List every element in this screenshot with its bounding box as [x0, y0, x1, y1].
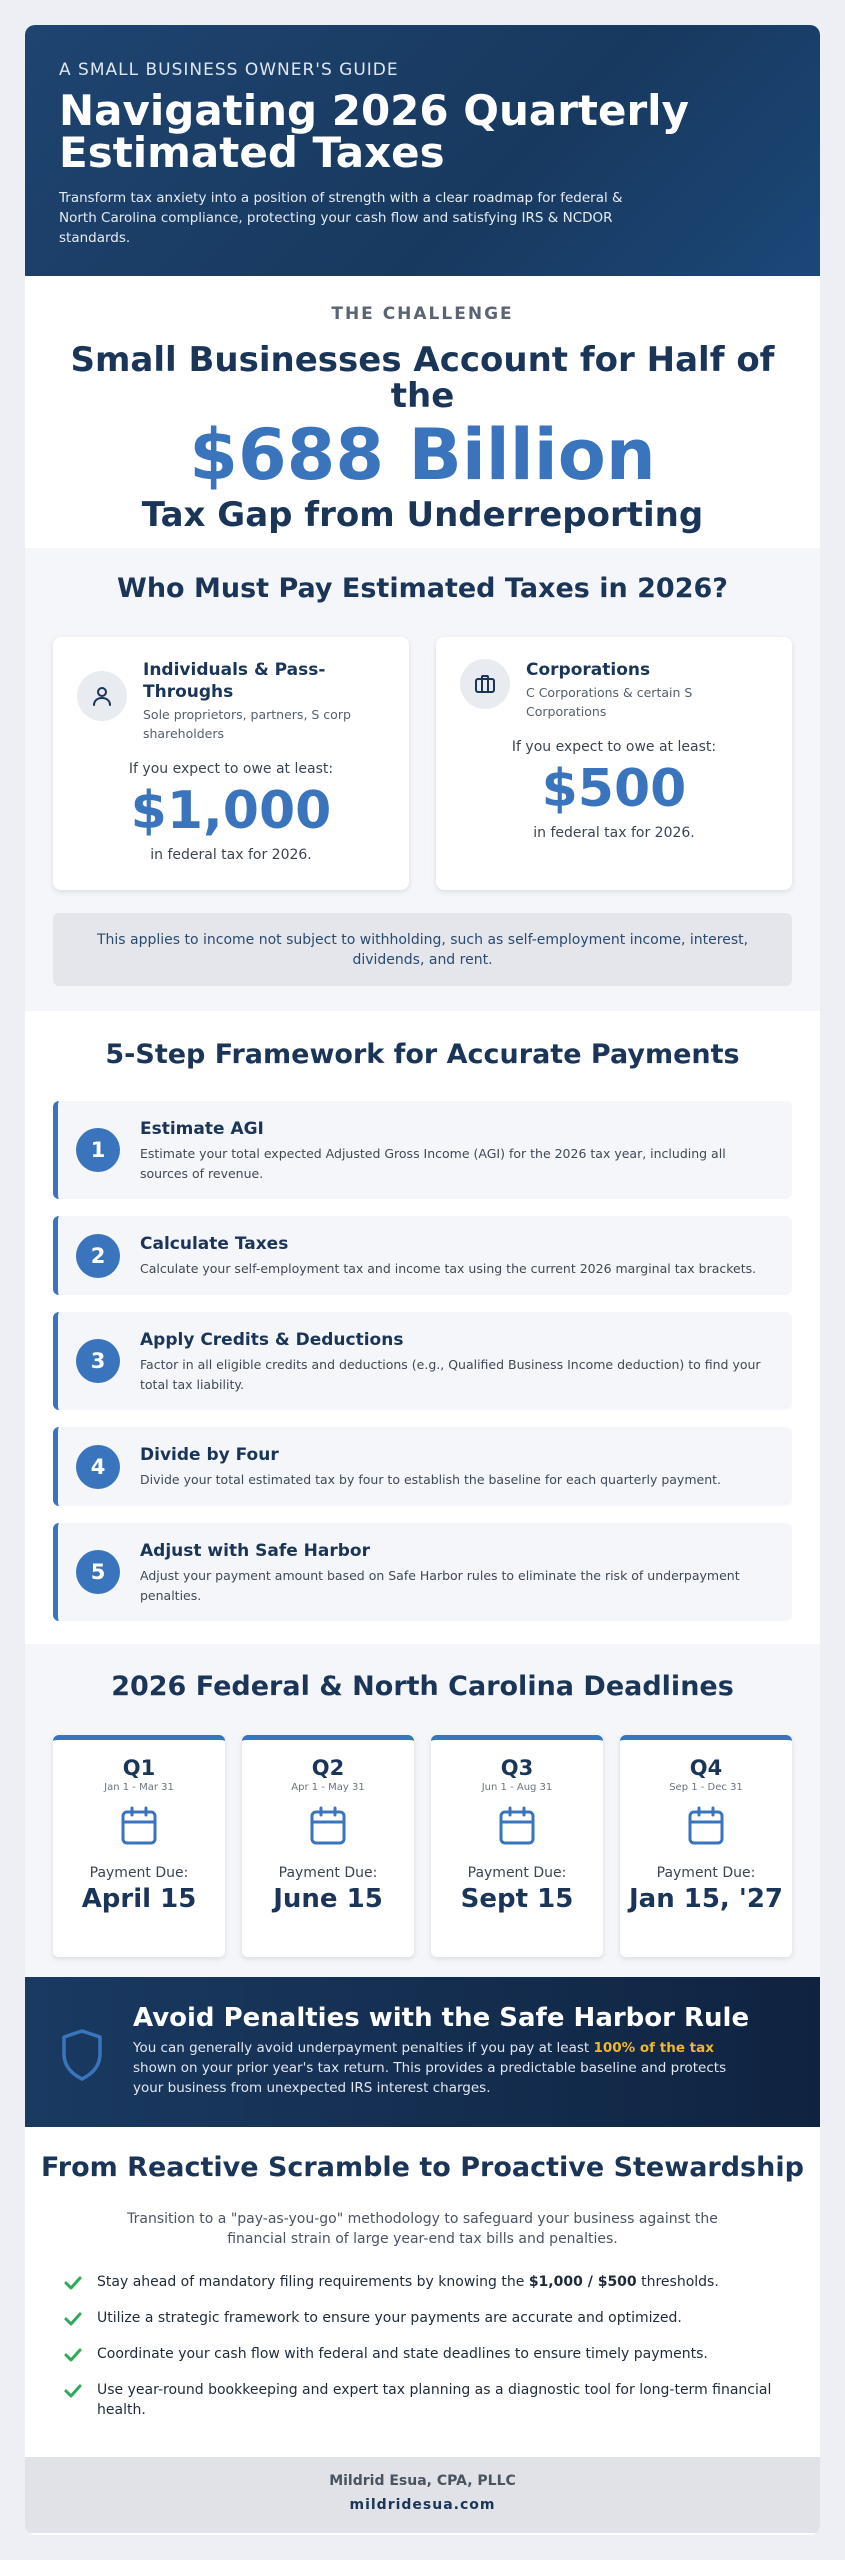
deadlines-section	[25, 1644, 820, 1977]
shield-icon	[59, 2027, 105, 2083]
payment-due-date: April 15	[81, 1884, 197, 1914]
payment-due-label: Payment Due:	[89, 1865, 189, 1881]
step-number: 5	[76, 1550, 120, 1594]
calendar-icon	[686, 1805, 726, 1847]
step-number: 3	[76, 1339, 120, 1383]
quarter-range: Apr 1 - May 31	[291, 1782, 365, 1793]
calendar-icon	[308, 1805, 348, 1847]
step-item	[53, 1216, 792, 1295]
corporations-card	[436, 637, 792, 890]
stewardship-intro: Transition to a "pay-as-you-go" methodology to safeguard your business against the financial strain of large year-end tax bills and penalties.	[127, 2211, 718, 2247]
step-description: Adjust your payment amount based on Safe Harbor rules to eliminate the risk of underpayment penalties.	[140, 1567, 740, 1603]
step-description: Divide your total estimated tax by four to establish the baseline for each quarterly payment.	[140, 1472, 721, 1487]
checklist-text: Use year-round bookkeeping and expert tax planning as a diagnostic tool for long-term financial health.	[97, 2382, 772, 2418]
quarter-range: Sep 1 - Dec 31	[669, 1782, 743, 1793]
payment-due-label: Payment Due:	[467, 1865, 567, 1881]
threshold-suffix: in federal tax for 2026.	[150, 847, 312, 863]
owe-label: If you expect to owe at least:	[128, 761, 334, 777]
framework-section	[25, 1011, 820, 1644]
calendar-icon	[497, 1805, 537, 1847]
website-link[interactable]: mildridesua.com	[349, 2497, 496, 2513]
quarter-name: Q4	[689, 1756, 723, 1780]
quarter-card-q2	[242, 1735, 414, 1957]
challenge-headline: Small Businesses Account for Half of the	[70, 340, 775, 416]
card-description: C Corporations & certain S Corporations	[526, 685, 693, 719]
step-item	[53, 1523, 792, 1621]
checkmark-icon	[63, 2345, 83, 2365]
withholding-note: This applies to income not subject to withholding, such as self-employment income, interest, dividends, and rent.	[53, 913, 792, 986]
card-title: Individuals & Pass-Throughs	[143, 660, 326, 702]
step-title: Divide by Four	[140, 1445, 279, 1465]
checklist-item	[63, 2344, 780, 2365]
quarter-card-q3	[431, 1735, 603, 1957]
safe-harbor-description: You can generally avoid underpayment penalties if you pay at least 100% of the tax shown on your prior year's tax return. This provides a predictable baseline and protects your business from unexpected IRS interest charges.	[133, 2040, 727, 2096]
quarter-name: Q2	[311, 1756, 345, 1780]
deadlines-title: 2026 Federal & North Carolina Deadlines	[111, 1671, 734, 1702]
tax-gap-figure: $688 Billion	[189, 414, 656, 496]
checklist-text: Utilize a strategic framework to ensure your payments are accurate and optimized.	[97, 2310, 682, 2326]
page-subtitle: Transform tax anxiety into a position of strength with a clear roadmap for federal & North Carolina compliance, protecting your cash flow and satisfying IRS & NCDOR standards.	[59, 190, 623, 246]
checklist-text: Stay ahead of mandatory filing requirements by knowing the $1,000 / $500 thresholds.	[97, 2274, 719, 2290]
who-must-pay-section	[25, 548, 820, 1011]
payment-due-date: Jan 15, '27	[628, 1884, 784, 1914]
step-item	[53, 1312, 792, 1410]
individuals-card	[53, 637, 409, 890]
checklist-item	[63, 2308, 780, 2329]
guide-eyebrow: A SMALL BUSINESS OWNER'S GUIDE	[59, 60, 399, 80]
quarter-name: Q1	[122, 1756, 156, 1780]
step-description: Factor in all eligible credits and deductions (e.g., Qualified Business Income deduction) to find your total tax liability.	[140, 1356, 761, 1392]
step-number: 1	[76, 1128, 120, 1172]
step-number: 4	[76, 1445, 120, 1489]
challenge-kicker: THE CHALLENGE	[331, 304, 514, 324]
footer	[25, 2457, 820, 2533]
step-item	[53, 1101, 792, 1199]
quarter-name: Q3	[500, 1756, 534, 1780]
firm-name: Mildrid Esua, CPA, PLLC	[329, 2473, 516, 2489]
step-description: Calculate your self-employment tax and income tax using the current 2026 marginal tax brackets.	[140, 1261, 757, 1276]
card-description: Sole proprietors, partners, S corp shareholders	[143, 707, 351, 741]
checkmark-icon	[63, 2381, 83, 2401]
stewardship-title: From Reactive Scramble to Proactive Stewardship	[41, 2152, 804, 2183]
briefcase-icon	[460, 659, 510, 709]
quarter-card-q4	[620, 1735, 792, 1957]
payment-due-label: Payment Due:	[278, 1865, 378, 1881]
challenge-section	[25, 276, 820, 548]
page-title: Navigating 2026 Quarterly Estimated Taxes	[59, 86, 689, 177]
checklist-item	[63, 2380, 780, 2420]
person-icon	[77, 671, 127, 721]
threshold-suffix: in federal tax for 2026.	[533, 825, 695, 841]
payment-due-date: June 15	[273, 1884, 383, 1914]
payment-due-date: Sept 15	[460, 1884, 574, 1914]
checkmark-icon	[63, 2309, 83, 2329]
checklist-text: Coordinate your cash flow with federal and state deadlines to ensure timely payments.	[97, 2346, 708, 2362]
quarter-range: Jan 1 - Mar 31	[104, 1782, 174, 1793]
quarter-range: Jun 1 - Aug 31	[481, 1782, 553, 1793]
challenge-subheadline: Tax Gap from Underreporting	[141, 495, 704, 535]
threshold-amount: $1,000	[130, 781, 332, 841]
who-section-title: Who Must Pay Estimated Taxes in 2026?	[117, 573, 728, 604]
checkmark-icon	[63, 2273, 83, 2293]
framework-title: 5-Step Framework for Accurate Payments	[105, 1039, 740, 1070]
owe-label: If you expect to owe at least:	[511, 739, 717, 755]
infographic-page	[25, 25, 820, 2535]
step-title: Adjust with Safe Harbor	[140, 1540, 370, 1561]
checklist-item	[63, 2272, 780, 2293]
step-title: Apply Credits & Deductions	[140, 1329, 404, 1350]
step-number: 2	[76, 1234, 120, 1278]
payment-due-label: Payment Due:	[656, 1865, 756, 1881]
step-description: Estimate your total expected Adjusted Gross Income (AGI) for the 2026 tax year, including all sources of revenue.	[140, 1145, 726, 1181]
safe-harbor-banner	[25, 1977, 820, 2127]
stewardship-section	[25, 2127, 820, 2457]
step-title: Estimate AGI	[140, 1118, 264, 1139]
step-item	[53, 1427, 792, 1506]
header-banner	[25, 25, 820, 276]
calendar-icon	[119, 1805, 159, 1847]
safe-harbor-highlight: 100% of the tax	[593, 2040, 714, 2056]
card-title: Corporations	[526, 660, 651, 680]
quarter-card-q1	[53, 1735, 225, 1957]
safe-harbor-title: Avoid Penalties with the Safe Harbor Rule	[133, 2003, 750, 2033]
threshold-amount: $500	[541, 759, 687, 819]
step-title: Calculate Taxes	[140, 1234, 289, 1254]
